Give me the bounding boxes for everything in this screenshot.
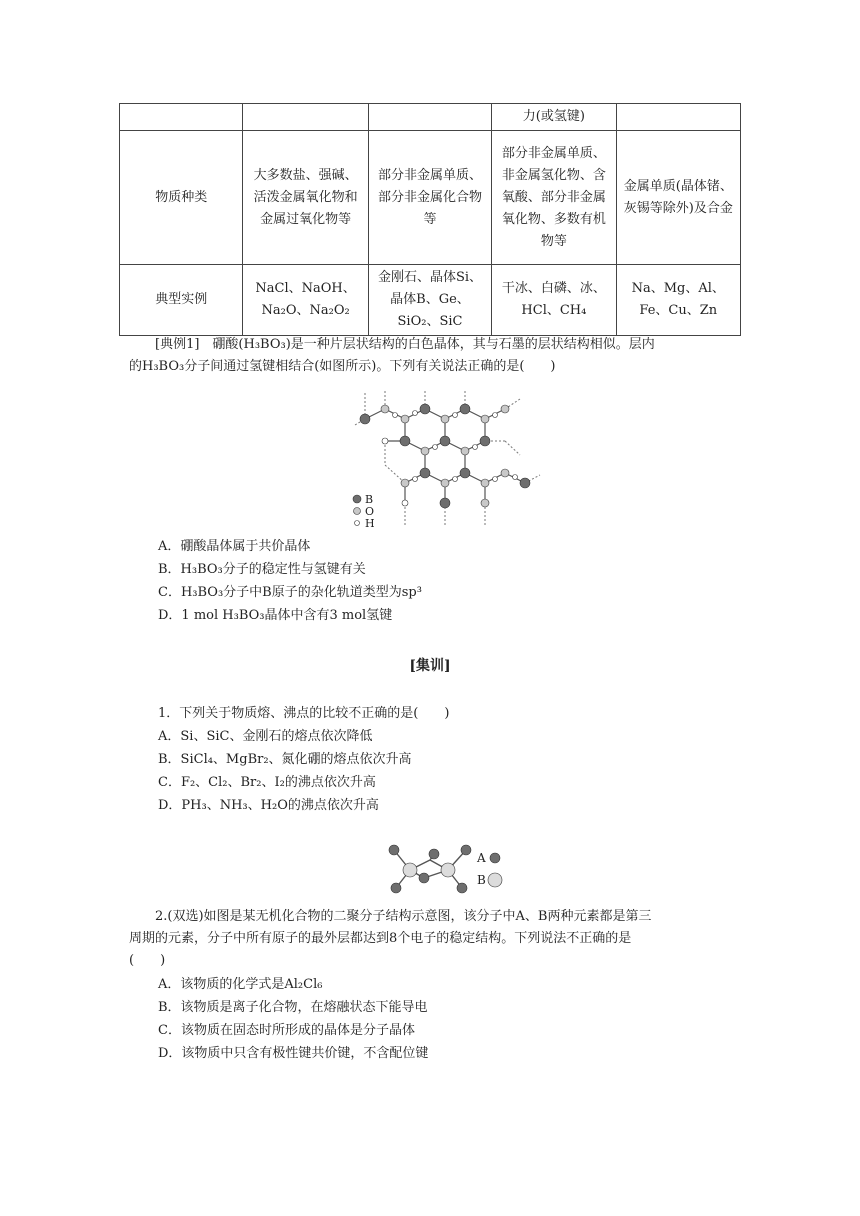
boric-acid-structure-figure xyxy=(345,385,545,530)
table-cell: 金刚石、晶体Si、晶体B、Ge、SiO₂、SiC xyxy=(368,265,491,336)
example1-line1: [典例1] 硼酸(H₃BO₃)是一种片层状结构的白色晶体，其与石墨的层状结构相似。层内 xyxy=(155,337,655,352)
example1-line2: 的H₃BO₃分子间通过氢键相结合(如图所示)。下列有关说法正确的是( ) xyxy=(129,359,556,374)
legend-label-b: B xyxy=(477,873,486,887)
table-cell: 干冰、白磷、冰、HCl、CH₄ xyxy=(492,265,616,336)
dimer-molecule-figure xyxy=(380,838,510,900)
table-cell: NaCl、NaOH、Na₂O、Na₂O₂ xyxy=(243,265,368,336)
example1-option-d: D．1 mol H₃BO₃晶体中含有3 mol氢键 xyxy=(158,608,393,623)
table-cell: 部分非金属单质、部分非金属化合物等 xyxy=(368,131,491,265)
q1-option-b: B．SiCl₄、MgBr₂、氮化硼的熔点依次升高 xyxy=(158,752,412,767)
legend-label-b: B xyxy=(365,493,374,506)
table-row xyxy=(120,265,741,336)
table-cell xyxy=(120,104,243,131)
example1-option-a: A．硼酸晶体属于共价晶体 xyxy=(158,539,311,554)
q1-option-d: D．PH₃、NH₃、H₂O的沸点依次升高 xyxy=(158,798,379,813)
section-title: [集训] xyxy=(409,658,451,674)
table-cell xyxy=(616,104,740,131)
row-label-examples: 典型实例 xyxy=(120,265,243,336)
table-row xyxy=(120,131,741,265)
q2-line2: 周期的元素，分子中所有原子的最外层都达到8个电子的稳定结构。下列说法不正确的是 xyxy=(129,931,632,946)
q2-option-a: A．该物质的化学式是Al₂Cl₆ xyxy=(158,977,323,992)
q2-line3: ( ) xyxy=(129,953,166,968)
table-cell: 金属单质(晶体锗、灰锡等除外)及合金 xyxy=(616,131,740,265)
table-cell: Na、Mg、Al、Fe、Cu、Zn xyxy=(616,265,740,336)
q2-option-c: C．该物质在固态时所形成的晶体是分子晶体 xyxy=(158,1023,415,1038)
table-cell xyxy=(368,104,491,131)
q2-option-d: D．该物质中只含有极性键共价键，不含配位键 xyxy=(158,1046,429,1061)
table-cell: 部分非金属单质、非金属氢化物、含氧酸、部分非金属氧化物、多数有机物等 xyxy=(492,131,616,265)
example1-option-b: B．H₃BO₃分子的稳定性与氢键有关 xyxy=(158,562,366,577)
table-row xyxy=(120,104,741,131)
table-cell: 力(或氢键) xyxy=(492,104,616,131)
crystal-type-table xyxy=(119,103,741,336)
example1-option-c: C．H₃BO₃分子中B原子的杂化轨道类型为sp³ xyxy=(158,585,422,600)
table-cell: 大多数盐、强碱、活泼金属氧化物和金属过氧化物等 xyxy=(243,131,368,265)
q1-option-c: C．F₂、Cl₂、Br₂、I₂的沸点依次升高 xyxy=(158,775,376,790)
q1-option-a: A．Si、SiC、金刚石的熔点依次降低 xyxy=(158,729,373,744)
legend-label-h: H xyxy=(365,517,375,530)
table-cell xyxy=(243,104,368,131)
q2-option-b: B．该物质是离子化合物，在熔融状态下能导电 xyxy=(158,1000,428,1015)
legend-label-a: A xyxy=(477,851,486,865)
legend-label-o: O xyxy=(365,505,375,518)
q2-line1: 2.(双选)如图是某无机化合物的二聚分子结构示意图，该分子中A、B两种元素都是第三 xyxy=(155,909,652,924)
row-label-substance-type: 物质种类 xyxy=(120,131,243,265)
q1-stem: 1．下列关于物质熔、沸点的比较不正确的是( ) xyxy=(158,706,450,721)
